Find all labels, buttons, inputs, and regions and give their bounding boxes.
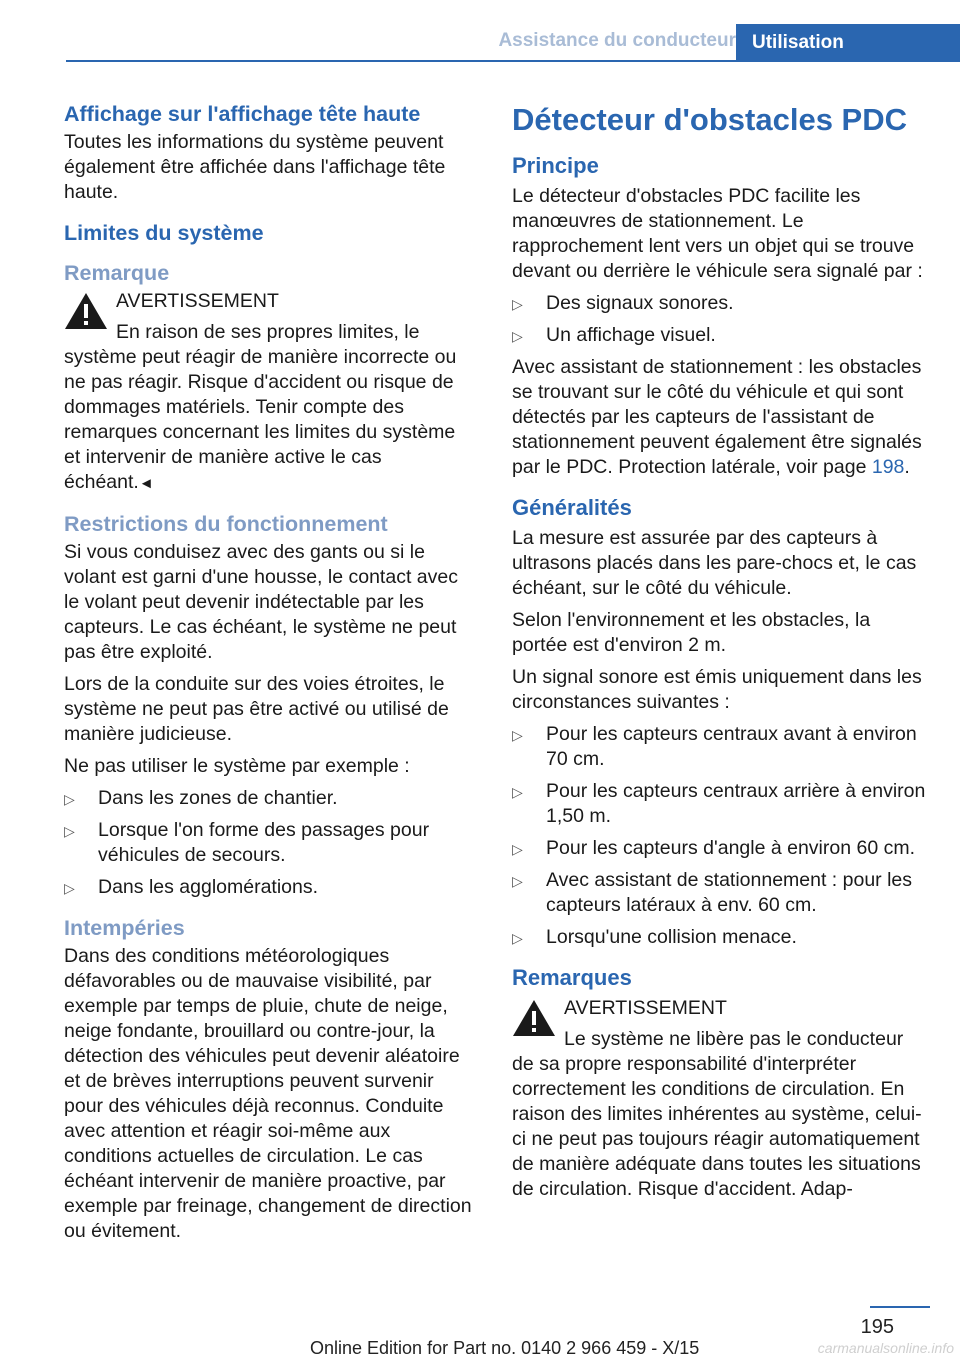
list-item: ▷ Des signaux sonores.: [512, 291, 928, 316]
restrictions-list: [64, 786, 476, 900]
bullet-triangle-icon: ▷: [512, 841, 523, 857]
hud-heading: Affichage sur l'affichage tête haute: [64, 102, 421, 126]
principle-heading: Principe: [512, 153, 599, 178]
restrictions-text-1: Si vous conduisez avec des gants ou si le volant est garni d'une housse, le contact avec le volant peut devenir indétectable par les capteurs. Le cas échéant, le système ne peut pas être exploité.: [64, 541, 458, 663]
chapter-tab[interactable]: Utilisation: [736, 24, 960, 62]
list-item: ▷ Pour les capteurs centraux arrière à environ 1,50 m.: [512, 780, 926, 827]
bullet-triangle-icon: ▷: [512, 296, 523, 312]
warning-text: En raison de ses propres limites, le système peut réagir de manière incorrecte ou ne pas réagir. Risque d'accident ou risque de dommages matériels. Tenir compte des remarques concernant les limites du système et intervenir de manière active le cas échéant.: [64, 321, 457, 493]
right-column: [512, 100, 928, 1209]
bullet-triangle-icon: ▷: [64, 823, 75, 839]
bullet-triangle-icon: ▷: [512, 727, 523, 743]
page-link[interactable]: 198: [871, 456, 905, 478]
general-text-1: La mesure est assurée par des capteurs à ultrasons placés dans les pare-chocs et, le cas échéant, sur le côté du véhicule.: [512, 527, 917, 599]
bullet-triangle-icon: ▷: [512, 328, 523, 344]
principle-text: Le détecteur d'obstacles PDC facilite les manœuvres de stationnement. Le rapprochement lent vers un objet qui se trouve devant ou derrière le véhicule sera signalé par :: [512, 185, 923, 282]
weather-text: Dans des conditions météorologiques défavorables ou de mauvaise visibilité, par exemple par temps de pluie, chute de neige, neige fondante, brouillard ou contre-jour, la détection des véhicules peut devenir aléatoire et de brèves interruptions peuvent survenir pour des véhicules déjà reconnus. Conduite avec attention et réagir soi-même aux conditions actuelles de circulation. Le cas échéant intervenir de manière proactive, par exemple par freinage, changement de direction ou évitement.: [64, 945, 472, 1242]
list-item: ▷ Pour les capteurs centraux avant à environ 70 cm.: [512, 723, 917, 770]
section-title: Assistance du conducteur: [498, 30, 736, 51]
left-column: [64, 100, 476, 1251]
assist-text: Avec assistant de stationnement : les obstacles se trouvant sur le côté du véhicule et qui sont détectés par les capteurs de l'assistant de stationnement peuvent également être signalés par le PDC. Protection latérale, voir page 198.: [512, 356, 922, 478]
bullet-triangle-icon: ▷: [512, 930, 523, 946]
restrictions-text-3: Ne pas utiliser le système par exemple :: [64, 755, 410, 777]
list-item: ▷ Un affichage visuel.: [512, 323, 928, 348]
restrictions-heading: Restrictions du fonctionnement: [64, 512, 388, 536]
bullet-triangle-icon: ▷: [512, 784, 523, 800]
bullet-triangle-icon: ▷: [64, 880, 75, 896]
list-item: ▷ Dans les agglomérations.: [64, 875, 476, 900]
warning-title: AVERTISSEMENT: [116, 290, 279, 312]
warning-triangle-icon: [64, 291, 108, 331]
general-text-2: Selon l'environnement et les obstacles, la portée est d'environ 2 m.: [512, 609, 871, 656]
general-text-3: Un signal sonore est émis uniquement dans les circonstances suivantes :: [512, 666, 922, 713]
footer-rule: [870, 1306, 930, 1308]
principle-list: [512, 291, 928, 348]
warning-box: [64, 289, 476, 496]
header-rule: [66, 60, 960, 62]
list-item: ▷ Dans les zones de chantier.: [64, 786, 476, 811]
remarks-heading: Remarques: [512, 965, 632, 990]
bullet-triangle-icon: ▷: [512, 873, 523, 889]
hud-text: Toutes les informations du système peuvent également être affichée dans l'affichage tête haute.: [64, 131, 446, 203]
edition-text: Online Edition for Part no. 0140 2 966 459 - X/15: [310, 1338, 700, 1358]
bullet-triangle-icon: ▷: [64, 791, 75, 807]
weather-heading: Intempéries: [64, 916, 185, 940]
list-item: ▷ Avec assistant de stationnement : pour les capteurs latéraux à env. 60 cm.: [512, 869, 913, 916]
main-title: Détecteur d'obstacles PDC: [512, 102, 907, 137]
warning-triangle-icon: [512, 998, 556, 1038]
general-list: [512, 722, 928, 950]
warning-box: [512, 996, 928, 1202]
warning-title: AVERTISSEMENT: [564, 997, 727, 1019]
restrictions-text-2: Lors de la conduite sur des voies étroites, le système ne peut pas être activé ou utilisé de manière judicieuse.: [64, 673, 449, 745]
watermark: carmanualsonline.info: [817, 1340, 954, 1356]
page-header: [66, 24, 960, 62]
page-number: 195: [860, 1316, 894, 1338]
warning-text: Le système ne libère pas le conducteur de sa propre responsabilité d'interpréter correctement les conditions de circulation. En raison des limites inhérentes au système, celui-ci ne peut pas toujours réagir automatiquement de manière adéquate dans toutes les situations de circulation. Risque d'accident. Adap-: [512, 1028, 922, 1200]
general-heading: Généralités: [512, 495, 632, 520]
list-item: ▷ Pour les capteurs d'angle à environ 60 cm.: [512, 836, 928, 861]
list-item: ▷ Lorsque l'on forme des passages pour véhicules de secours.: [64, 819, 430, 866]
list-item: ▷ Lorsqu'une collision menace.: [512, 925, 928, 950]
end-marker: ◄: [138, 475, 154, 492]
note-heading: Remarque: [64, 261, 170, 285]
limits-heading: Limites du système: [64, 221, 264, 245]
